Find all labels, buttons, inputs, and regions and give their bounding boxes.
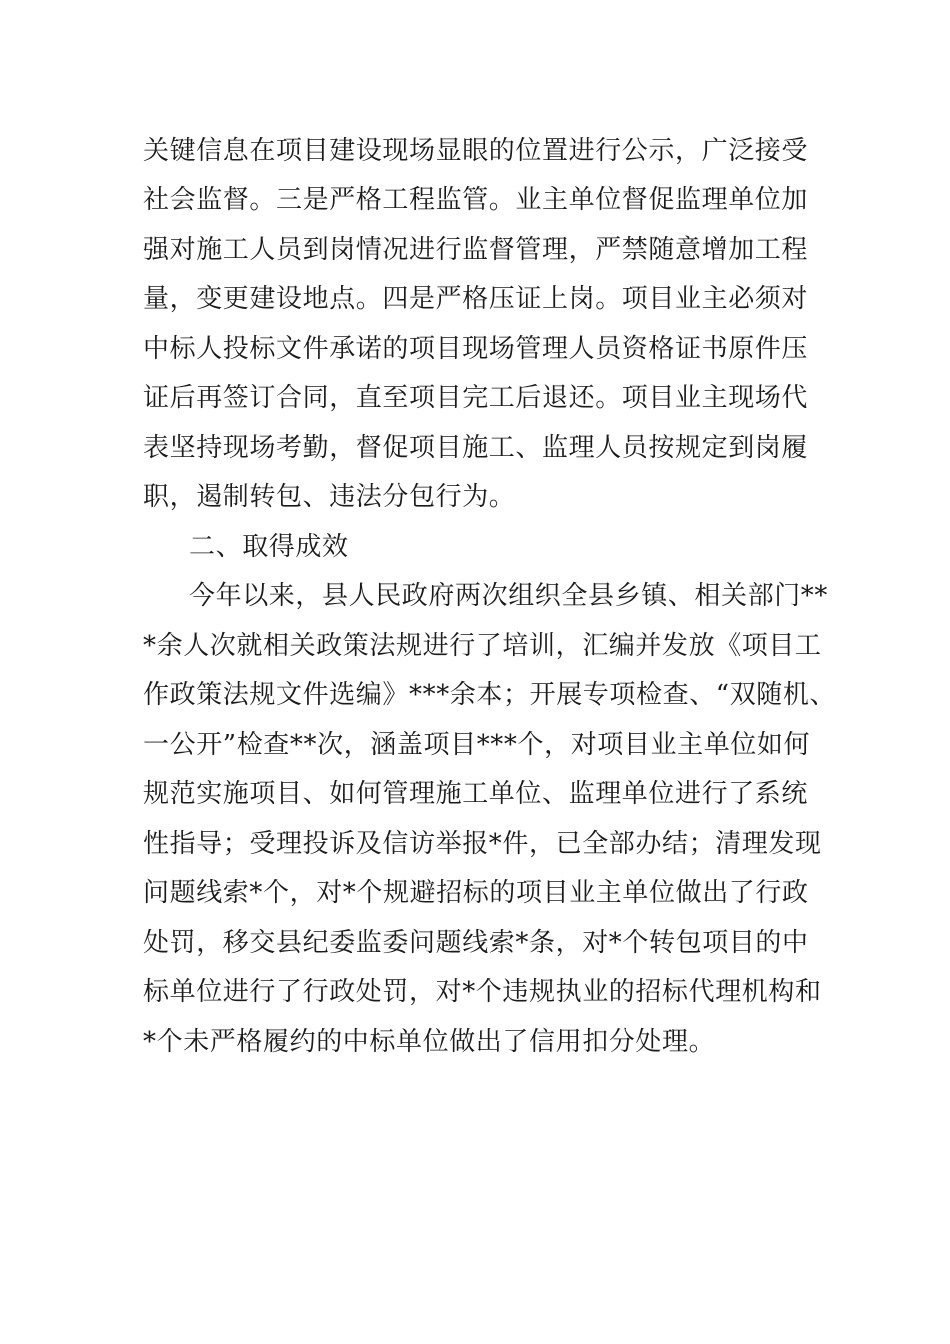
paragraph-line: 性指导；受理投诉及信访举报*件，已全部办结；清理发现: [143, 829, 822, 859]
paragraph-line: 证后再签订合同，直至项目完工后退还。项目业主现场代: [143, 383, 809, 413]
paragraph-line: 量，变更建设地点。四是严格压证上岗。项目业主必须对: [143, 284, 809, 314]
paragraph-line: *余人次就相关政策法规进行了培训，汇编并发放《项目工: [143, 631, 822, 661]
paragraph-line: *个未严格履约的中标单位做出了信用扣分处理。: [143, 1027, 716, 1057]
paragraph-line: 问题线索*个，对*个规避招标的项目业主单位做出了行政: [143, 878, 809, 908]
paragraph-line: 标单位进行了行政处罚，对*个违规执业的招标代理机构和: [143, 977, 822, 1007]
paragraph-line: 社会监督。三是严格工程监管。业主单位督促监理单位加: [143, 185, 809, 215]
paragraph-line: 今年以来，县人民政府两次组织全县乡镇、相关部门**: [189, 581, 829, 611]
paragraph-line: 规范实施项目、如何管理施工单位、监理单位进行了系统: [143, 779, 809, 809]
paragraph-line: 中标人投标文件承诺的项目现场管理人员资格证书原件压: [143, 334, 809, 364]
paragraph-line: 职，遏制转包、违法分包行为。: [143, 482, 516, 512]
paragraph-line: 作政策法规文件选编》***余本；开展专项检查、“双随机、: [143, 680, 837, 710]
paragraph-line: 一公开”检查**次，涵盖项目***个，对项目业主单位如何: [143, 730, 811, 760]
section-heading: 二、取得成效: [189, 532, 349, 562]
paragraph-line: 表坚持现场考勤，督促项目施工、监理人员按规定到岗履: [143, 433, 809, 463]
paragraph-line: 强对施工人员到岗情况进行监督管理，严禁随意增加工程: [143, 235, 809, 265]
paragraph-line: 处罚，移交县纪委监委问题线索*条，对*个转包项目的中: [143, 928, 809, 958]
paragraph-line: 关键信息在项目建设现场显眼的位置进行公示，广泛接受: [143, 136, 809, 166]
